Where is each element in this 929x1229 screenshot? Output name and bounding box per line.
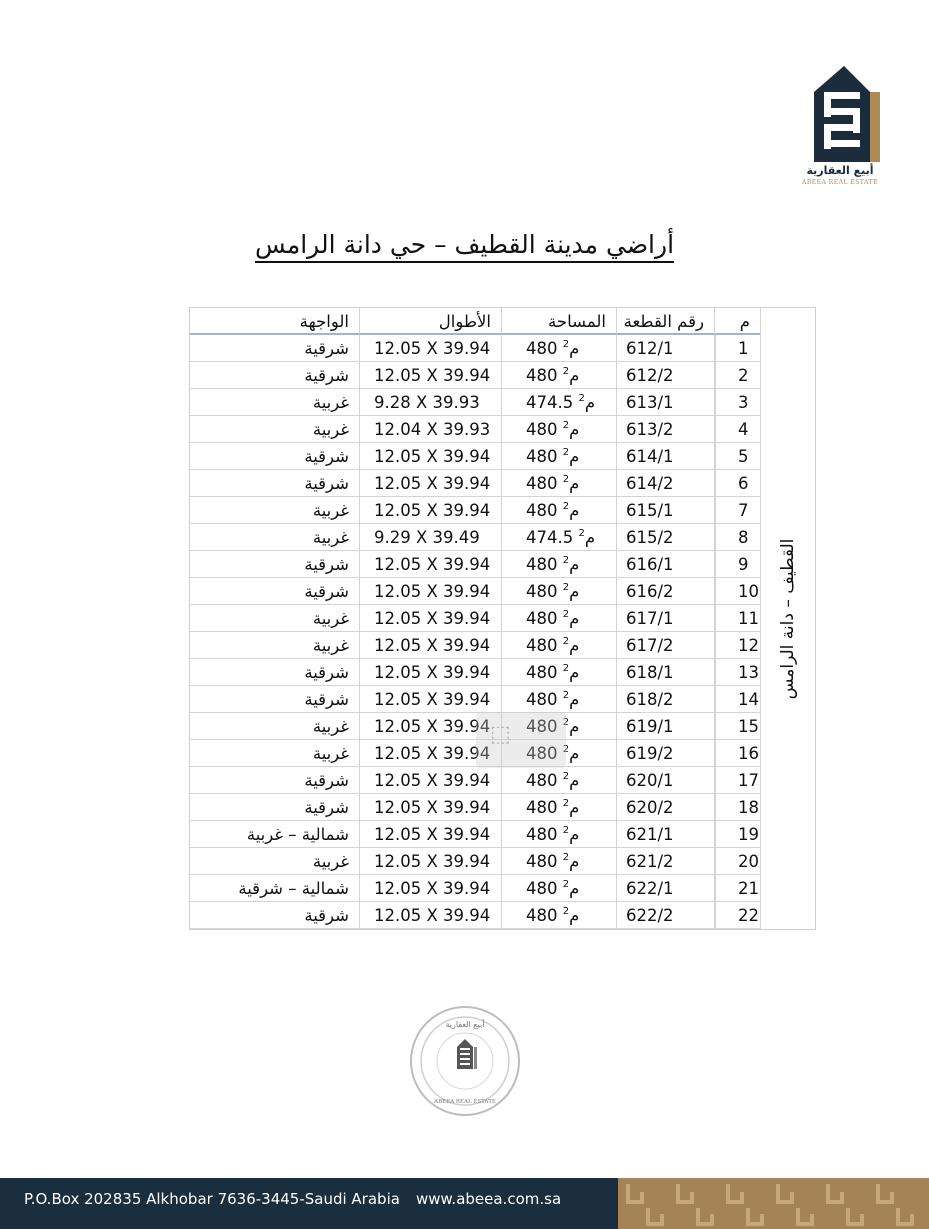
row-area-unit: م xyxy=(569,825,580,844)
row-area-exponent: 2 xyxy=(562,852,570,863)
row-area-exponent: 2 xyxy=(562,825,570,836)
row-area-unit: م xyxy=(569,366,580,385)
row-area-unit: م xyxy=(569,663,580,682)
row-area-exponent: 2 xyxy=(562,447,570,458)
row-area-unit: م xyxy=(569,447,580,466)
row-area xyxy=(502,902,617,928)
table-row xyxy=(190,740,760,767)
row-plot-number: 615/1 xyxy=(617,497,715,523)
row-area-value: 480 xyxy=(526,771,558,790)
row-plot-number: 612/2 xyxy=(617,362,715,388)
row-facade: غربية xyxy=(190,524,360,550)
row-dimensions: 12.04 X 39.93 xyxy=(360,416,502,442)
row-area-exponent: 2 xyxy=(562,555,570,566)
footer-pattern xyxy=(618,1178,929,1229)
row-index: 7 xyxy=(715,497,760,523)
watermark xyxy=(476,712,566,768)
row-plot-number: 617/2 xyxy=(617,632,715,658)
row-area-value: 480 xyxy=(526,663,558,682)
row-index: 4 xyxy=(715,416,760,442)
row-area-value: 480 xyxy=(526,744,558,763)
row-dimensions: 12.05 X 39.94 xyxy=(360,740,502,766)
row-area-unit: م xyxy=(569,501,580,520)
row-area-value: 480 xyxy=(526,636,558,655)
row-area xyxy=(502,578,617,604)
table-row xyxy=(190,551,760,578)
table-row xyxy=(190,416,760,443)
table-row xyxy=(190,524,760,551)
row-plot-number: 620/1 xyxy=(617,767,715,793)
row-plot-number: 614/2 xyxy=(617,470,715,496)
row-index: 8 xyxy=(715,524,760,550)
header-facade: الواجهة xyxy=(190,308,360,334)
row-facade: شمالية – شرقية xyxy=(190,875,360,901)
row-area-unit: م xyxy=(569,609,580,628)
row-facade: شرقية xyxy=(190,551,360,577)
table-row xyxy=(190,794,760,821)
row-dimensions: 12.05 X 39.94 xyxy=(360,902,502,928)
watermark-mark-icon: ⬚ xyxy=(490,722,511,747)
table-row xyxy=(190,767,760,794)
row-index: 12 xyxy=(715,632,760,658)
row-area-exponent: 2 xyxy=(562,717,570,728)
row-area-unit: م xyxy=(569,798,580,817)
row-area-exponent: 2 xyxy=(562,771,570,782)
table-row xyxy=(190,578,760,605)
row-area-unit: م xyxy=(569,906,580,925)
row-index: 11 xyxy=(715,605,760,631)
row-area-exponent: 2 xyxy=(562,636,570,647)
row-facade: شرقية xyxy=(190,794,360,820)
row-plot-number: 617/1 xyxy=(617,605,715,631)
row-area xyxy=(502,821,617,847)
logo-english-name: ABEEA REAL ESTATE xyxy=(802,179,878,186)
row-dimensions: 9.28 X 39.93 xyxy=(360,389,502,415)
page-title xyxy=(0,230,929,259)
table-row xyxy=(190,335,760,362)
row-dimensions: 12.05 X 39.94 xyxy=(360,443,502,469)
row-facade: شرقية xyxy=(190,335,360,361)
table-row xyxy=(190,686,760,713)
row-index: 1 xyxy=(715,335,760,361)
row-facade: غربية xyxy=(190,497,360,523)
row-area-value: 474.5 xyxy=(526,393,574,412)
row-area-value: 480 xyxy=(526,555,558,574)
logo-mark-icon xyxy=(804,62,882,162)
row-index: 19 xyxy=(715,821,760,847)
row-plot-number: 622/2 xyxy=(617,902,715,928)
row-area-value: 480 xyxy=(526,582,558,601)
row-facade: شرقية xyxy=(190,686,360,712)
row-index: 21 xyxy=(715,875,760,901)
row-dimensions: 12.05 X 39.94 xyxy=(360,578,502,604)
row-area-unit: م xyxy=(569,690,580,709)
row-area-exponent: 2 xyxy=(562,798,570,809)
row-area xyxy=(502,470,617,496)
row-area-exponent: 2 xyxy=(562,339,570,350)
row-area xyxy=(502,551,617,577)
table-row xyxy=(190,632,760,659)
row-facade: غربية xyxy=(190,389,360,415)
row-area xyxy=(502,659,617,685)
row-plot-number: 616/1 xyxy=(617,551,715,577)
seal-english-text: ABEEA REAL ESTATE xyxy=(434,1099,496,1105)
row-area-unit: م xyxy=(569,555,580,574)
row-area-unit: م xyxy=(569,852,580,871)
table-row xyxy=(190,443,760,470)
footer-pattern-icon xyxy=(618,1178,929,1229)
row-dimensions: 12.05 X 39.94 xyxy=(360,713,502,739)
table-row xyxy=(190,821,760,848)
row-facade: شرقية xyxy=(190,578,360,604)
row-dimensions: 9.29 X 39.49 xyxy=(360,524,502,550)
row-plot-number: 621/1 xyxy=(617,821,715,847)
row-dimensions: 12.05 X 39.94 xyxy=(360,767,502,793)
row-area-value: 480 xyxy=(526,501,558,520)
row-index: 5 xyxy=(715,443,760,469)
row-area-unit: م xyxy=(569,582,580,601)
page-title-text: أراضي مدينة القطيف – حي دانة الرامس xyxy=(255,230,674,263)
row-index: 17 xyxy=(715,767,760,793)
row-facade: غربية xyxy=(190,605,360,631)
row-area-unit: م xyxy=(569,879,580,898)
row-index: 2 xyxy=(715,362,760,388)
plots-table xyxy=(189,307,816,930)
row-index: 18 xyxy=(715,794,760,820)
footer xyxy=(0,1178,929,1229)
district-column xyxy=(760,308,815,929)
row-area-value: 480 xyxy=(526,879,558,898)
row-dimensions: 12.05 X 39.94 xyxy=(360,470,502,496)
footer-address: P.O.Box 202835 Alkhobar 7636-3445-Saudi Arabia xyxy=(24,1190,400,1208)
row-area xyxy=(502,389,617,415)
row-area-value: 480 xyxy=(526,906,558,925)
row-dimensions: 12.05 X 39.94 xyxy=(360,335,502,361)
row-facade: شرقية xyxy=(190,902,360,928)
header-index: م xyxy=(739,312,750,331)
table-row xyxy=(190,470,760,497)
row-index: 9 xyxy=(715,551,760,577)
row-area-value: 480 xyxy=(526,825,558,844)
row-plot-number: 621/2 xyxy=(617,848,715,874)
row-dimensions: 12.05 X 39.94 xyxy=(360,659,502,685)
company-seal xyxy=(409,1005,521,1117)
row-facade: غربية xyxy=(190,416,360,442)
row-area-exponent: 2 xyxy=(562,420,570,431)
table-row xyxy=(190,848,760,875)
row-plot-number: 612/1 xyxy=(617,335,715,361)
row-index: 3 xyxy=(715,389,760,415)
row-dimensions: 12.05 X 39.94 xyxy=(360,848,502,874)
row-area-exponent: 2 xyxy=(562,366,570,377)
row-area-exponent: 2 xyxy=(562,609,570,620)
row-area-value: 480 xyxy=(526,447,558,466)
row-plot-number: 616/2 xyxy=(617,578,715,604)
row-facade: شمالية – غربية xyxy=(190,821,360,847)
district-label: القطيف – دانة الرامس xyxy=(778,538,798,699)
table-row xyxy=(190,659,760,686)
header-dimensions: الأطوال xyxy=(360,308,502,334)
row-dimensions: 12.05 X 39.94 xyxy=(360,875,502,901)
row-area-unit: م xyxy=(569,339,580,358)
row-index: 20 xyxy=(715,848,760,874)
row-facade: شرقية xyxy=(190,659,360,685)
row-area-value: 480 xyxy=(526,366,558,385)
row-area-value: 480 xyxy=(526,474,558,493)
row-area xyxy=(502,794,617,820)
row-area xyxy=(502,443,617,469)
row-index: 14 xyxy=(715,686,760,712)
row-area-unit: م xyxy=(584,528,596,547)
row-area-exponent: 2 xyxy=(578,393,585,404)
row-facade: شرقية xyxy=(190,470,360,496)
row-area-exponent: 2 xyxy=(562,474,570,485)
row-area xyxy=(502,416,617,442)
table-row xyxy=(190,875,760,902)
row-index: 13 xyxy=(715,659,760,685)
header-plot-number: رقم القطعة xyxy=(617,308,715,334)
row-area xyxy=(502,632,617,658)
row-area-value: 480 xyxy=(526,339,558,358)
row-plot-number: 614/1 xyxy=(617,443,715,469)
row-area xyxy=(502,875,617,901)
row-dimensions: 12.05 X 39.94 xyxy=(360,821,502,847)
row-facade: غربية xyxy=(190,740,360,766)
row-plot-number: 622/1 xyxy=(617,875,715,901)
table-row xyxy=(190,713,760,740)
row-dimensions: 12.05 X 39.94 xyxy=(360,794,502,820)
row-plot-number: 619/1 xyxy=(617,713,715,739)
row-area-exponent: 2 xyxy=(562,906,570,917)
row-area-exponent: 2 xyxy=(562,582,570,593)
row-dimensions: 12.05 X 39.94 xyxy=(360,551,502,577)
row-facade: غربية xyxy=(190,848,360,874)
row-area-value: 480 xyxy=(526,798,558,817)
row-area-exponent: 2 xyxy=(562,663,570,674)
row-plot-number: 613/2 xyxy=(617,416,715,442)
row-area-value: 480 xyxy=(526,609,558,628)
row-dimensions: 12.05 X 39.94 xyxy=(360,605,502,631)
row-index: 10 xyxy=(715,578,760,604)
row-area-value: 480 xyxy=(526,420,558,439)
row-area-unit: م xyxy=(584,393,596,412)
table-row xyxy=(190,902,760,929)
row-area-exponent: 2 xyxy=(562,879,570,890)
row-area-unit: م xyxy=(569,771,580,790)
row-dimensions: 12.05 X 39.94 xyxy=(360,632,502,658)
table-row xyxy=(190,362,760,389)
row-area-exponent: 2 xyxy=(562,744,570,755)
table-header xyxy=(190,308,760,335)
row-area xyxy=(502,848,617,874)
row-facade: شرقية xyxy=(190,443,360,469)
row-plot-number: 618/1 xyxy=(617,659,715,685)
row-facade: غربية xyxy=(190,713,360,739)
row-plot-number: 613/1 xyxy=(617,389,715,415)
row-facade: غربية xyxy=(190,632,360,658)
row-area xyxy=(502,335,617,361)
row-plot-number: 618/2 xyxy=(617,686,715,712)
row-area xyxy=(502,767,617,793)
row-area xyxy=(502,686,617,712)
row-area-value: 480 xyxy=(526,852,558,871)
footer-website[interactable]: www.abeea.com.sa xyxy=(416,1190,562,1208)
header-area: المساحة xyxy=(502,308,617,334)
row-index: 15 xyxy=(715,713,760,739)
row-area-exponent: 2 xyxy=(562,690,570,701)
row-area xyxy=(502,497,617,523)
row-area-value: 480 xyxy=(526,717,558,736)
row-area-unit: م xyxy=(569,717,580,736)
table-row xyxy=(190,389,760,416)
table-row xyxy=(190,605,760,632)
row-dimensions: 12.05 X 39.94 xyxy=(360,686,502,712)
row-area-value: 480 xyxy=(526,690,558,709)
row-area-unit: م xyxy=(569,420,580,439)
row-area-exponent: 2 xyxy=(562,501,570,512)
row-area-unit: م xyxy=(569,636,580,655)
row-plot-number: 619/2 xyxy=(617,740,715,766)
row-index: 16 xyxy=(715,740,760,766)
logo-arabic-name: أبيع العقارية xyxy=(806,164,874,177)
row-area-value: 474.5 xyxy=(526,528,574,547)
company-logo xyxy=(798,62,888,192)
row-area xyxy=(502,362,617,388)
row-area-exponent: 2 xyxy=(578,528,585,539)
row-index: 6 xyxy=(715,470,760,496)
row-area-unit: م xyxy=(569,744,580,763)
table-row xyxy=(190,497,760,524)
row-plot-number: 620/2 xyxy=(617,794,715,820)
row-dimensions: 12.05 X 39.94 xyxy=(360,497,502,523)
row-index: 22 xyxy=(715,902,760,928)
row-area xyxy=(502,605,617,631)
row-area-unit: م xyxy=(569,474,580,493)
row-facade: شرقية xyxy=(190,767,360,793)
row-facade: شرقية xyxy=(190,362,360,388)
row-plot-number: 615/2 xyxy=(617,524,715,550)
row-dimensions: 12.05 X 39.94 xyxy=(360,362,502,388)
row-area xyxy=(502,524,617,550)
seal-arabic-text: أبيع العقارية xyxy=(445,1020,485,1029)
